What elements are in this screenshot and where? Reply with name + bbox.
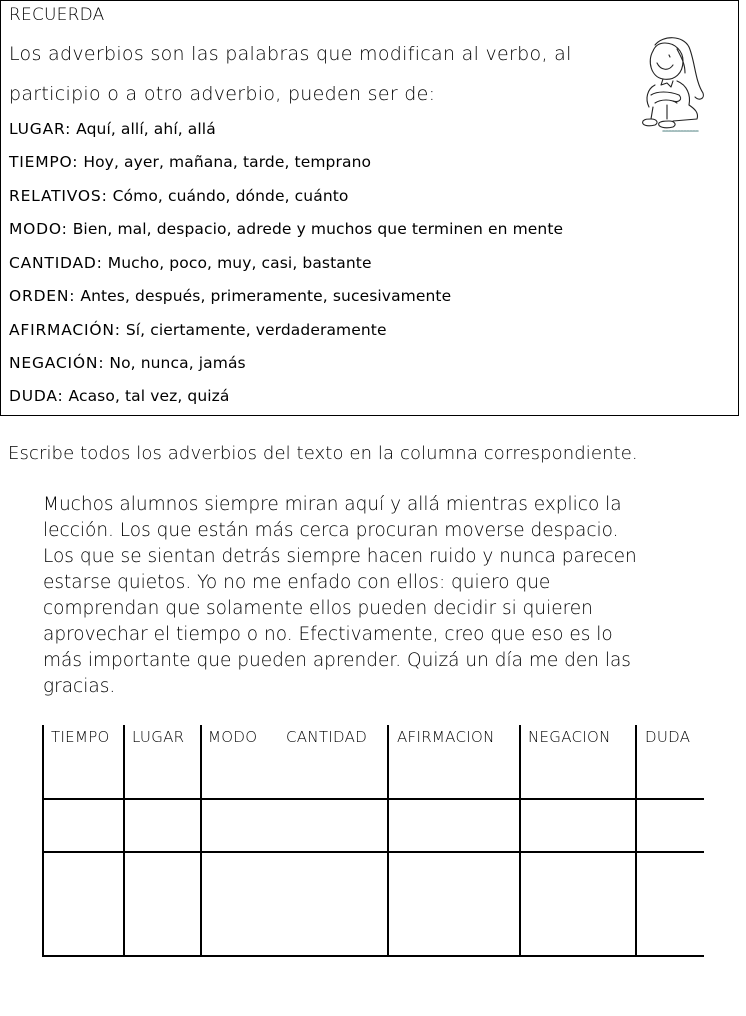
type-label: RELATIVOS: bbox=[9, 187, 108, 205]
reading-passage bbox=[43, 492, 723, 700]
answer-cell[interactable] bbox=[521, 853, 634, 954]
exercise-instruction: Escribe todos los adverbios del texto en la columna correspondiente. bbox=[8, 443, 638, 464]
answer-cell[interactable] bbox=[125, 853, 199, 954]
header-cantidad: CANTIDAD bbox=[286, 728, 368, 746]
header-afirmacion: AFIRMACION bbox=[397, 728, 495, 746]
type-label: TIEMPO: bbox=[9, 153, 79, 171]
answer-cell[interactable] bbox=[389, 800, 518, 850]
intro-line-1: Los adverbios son las palabras que modifican al verbo, al bbox=[9, 43, 572, 65]
answer-cell-lugar[interactable] bbox=[125, 747, 199, 797]
type-examples: Aquí, allí, ahí, allá bbox=[76, 120, 216, 138]
passage-line: comprendan que solamente ellos pueden decidir si quieren bbox=[43, 598, 593, 619]
header-modo: MODO bbox=[208, 728, 258, 746]
table-row-divider bbox=[42, 955, 704, 957]
answer-cell[interactable] bbox=[389, 853, 518, 954]
passage-line: lección. Los que están más cerca procuran moverse despacio. bbox=[43, 520, 619, 541]
answer-cell[interactable] bbox=[637, 800, 704, 850]
adverb-type-negacion bbox=[9, 354, 246, 372]
type-label: MODO: bbox=[9, 220, 68, 238]
type-examples: Hoy, ayer, mañana, tarde, temprano bbox=[83, 153, 372, 171]
answer-cell[interactable] bbox=[44, 853, 122, 954]
adverb-type-tiempo bbox=[9, 153, 371, 171]
adverb-type-afirmacion bbox=[9, 321, 387, 339]
header-tiempo: TIEMPO bbox=[51, 728, 110, 746]
header-duda: DUDA bbox=[645, 728, 691, 746]
type-examples: Cómo, cuándo, dónde, cuánto bbox=[112, 187, 349, 205]
answer-cell[interactable] bbox=[202, 853, 386, 954]
type-label: DUDA: bbox=[9, 387, 64, 405]
answer-cell[interactable] bbox=[637, 853, 704, 954]
type-examples: Bien, mal, despacio, adrede y muchos que terminen en mente bbox=[72, 220, 564, 238]
answer-cell-negacion[interactable] bbox=[521, 747, 634, 797]
answer-cell[interactable] bbox=[202, 800, 386, 850]
type-label: LUGAR: bbox=[9, 120, 72, 138]
adverb-type-duda bbox=[9, 387, 230, 405]
box-title: RECUERDA bbox=[9, 5, 105, 25]
adverb-type-modo bbox=[9, 220, 563, 238]
passage-line: estarse quietos. Yo no me enfado con ellos: quiero que bbox=[43, 572, 551, 593]
type-label: NEGACIÓN: bbox=[9, 354, 105, 372]
type-label: ORDEN: bbox=[9, 287, 76, 305]
type-examples: Mucho, poco, muy, casi, bastante bbox=[107, 254, 372, 272]
type-label: AFIRMACIÓN: bbox=[9, 321, 121, 339]
adverb-type-lugar bbox=[9, 120, 216, 138]
header-lugar: LUGAR bbox=[132, 728, 185, 746]
adverb-type-relativos bbox=[9, 187, 349, 205]
passage-line: Muchos alumnos siempre miran aquí y allá mientras explico la bbox=[43, 494, 622, 515]
answer-cell-afirmacion[interactable] bbox=[389, 747, 518, 797]
recuerda-box bbox=[0, 0, 739, 416]
answer-cell[interactable] bbox=[521, 800, 634, 850]
adverb-type-orden bbox=[9, 287, 451, 305]
adverb-type-cantidad bbox=[9, 254, 372, 272]
type-examples: No, nunca, jamás bbox=[109, 354, 246, 372]
type-examples: Sí, ciertamente, verdaderamente bbox=[125, 321, 387, 339]
answer-cell[interactable] bbox=[44, 800, 122, 850]
intro-line-2: participio o a otro adverbio, pueden ser de: bbox=[9, 83, 436, 105]
answer-cell-modo-cantidad[interactable] bbox=[202, 747, 386, 797]
answer-cell-tiempo[interactable] bbox=[44, 747, 122, 797]
passage-line: Los que se sientan detrás siempre hacen ruido y nunca parecen bbox=[43, 546, 637, 567]
passage-line: gracias. bbox=[43, 676, 116, 697]
passage-line: aprovechar el tiempo o no. Efectivamente, creo que eso es lo bbox=[43, 624, 613, 645]
passage-line: más importante que pueden aprender. Quizá un día me den las bbox=[43, 650, 631, 671]
answer-cell[interactable] bbox=[125, 800, 199, 850]
header-negacion: NEGACION bbox=[528, 728, 611, 746]
type-examples: Acaso, tal vez, quizá bbox=[68, 387, 230, 405]
adverb-answer-table bbox=[42, 725, 704, 957]
answer-cell-duda[interactable] bbox=[637, 747, 704, 797]
girl-sitting-illustration bbox=[633, 33, 715, 133]
type-examples: Antes, después, primeramente, sucesivamente bbox=[80, 287, 452, 305]
type-label: CANTIDAD: bbox=[9, 254, 103, 272]
